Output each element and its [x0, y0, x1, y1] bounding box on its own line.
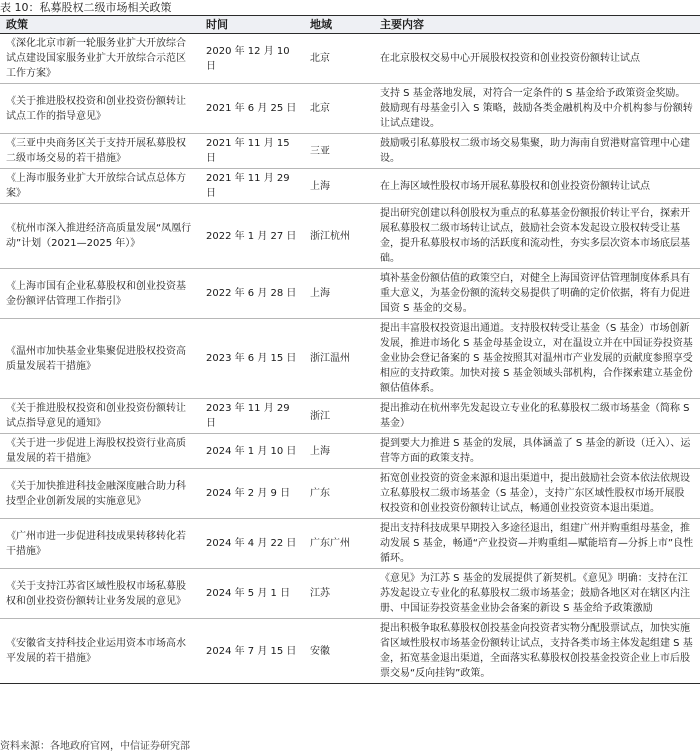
- source-note: 资料来源：各地政府官网，中信证券研究部: [0, 741, 190, 752]
- date-cell: 2021 年 11 月 15 日: [200, 134, 304, 169]
- region-cell: 广东: [304, 469, 374, 519]
- region-cell: 上海: [304, 169, 374, 204]
- region-cell: 上海: [304, 434, 374, 469]
- table-row: [0, 319, 700, 399]
- region-cell: 上海: [304, 269, 374, 319]
- table-row: [0, 169, 700, 204]
- policy-cell: 《三亚中央商务区关于支持开展私募股权二级市场交易的若干措施》: [0, 134, 200, 169]
- region-cell: 江苏: [304, 569, 374, 619]
- date-cell: 2023 年 11 月 29 日: [200, 399, 304, 434]
- date-cell: 2024 年 5 月 1 日: [200, 569, 304, 619]
- date-cell: 2024 年 1 月 10 日: [200, 434, 304, 469]
- region-cell: 北京: [304, 34, 374, 84]
- content-cell: 《意见》为江苏 S 基金的发展提供了新契机。《意见》明确：支持在江苏发起设立专业化的私募股权二级市场基金；鼓励各地区对在辖区内注册、中国证券投资基金业协会备案的新设 S 基金给予政策激励: [374, 569, 700, 619]
- content-cell: 提出积极争取私募股权创投基金向投资者实物分配股票试点，加快实施省区域性股权市场基金份额转让试点，支持各类市场主体发起组建 S 基金，拓宽基金退出渠道，全面落实私募股权创投基金投资企业上市后股票交易“反向挂钩”政策。: [374, 619, 700, 684]
- policy-cell: 《安徽省支持科技企业运用资本市场高水平发展的若干措施》: [0, 619, 200, 684]
- table-header-row: [0, 16, 700, 34]
- header-date: 时间: [200, 16, 304, 34]
- table-row: [0, 569, 700, 619]
- content-cell: 提出丰富股权投资退出通道。支持股权转受让基金（S 基金）市场创新发展，推进市场化 S 基金母基金设立，对在温设立并在中国证券投资基金业协会登记备案的 S 基金按照其对温州市产业发展的贡献度参照享受相应的支持政策。加快对接 S 基金领域头部机构，合作探索建立基金份额估值体系。: [374, 319, 700, 399]
- date-cell: 2021 年 6 月 25 日: [200, 84, 304, 134]
- policy-cell: 《关于进一步促进上海股权投资行业高质量发展的若干措施》: [0, 434, 200, 469]
- date-cell: 2022 年 1 月 27 日: [200, 204, 304, 269]
- content-cell: 在上海区域性股权市场开展私募股权和创业投资份额转让试点: [374, 169, 700, 204]
- policy-cell: 《杭州市深入推进经济高质量发展“凤凰行动”计划（2021—2025 年）》: [0, 204, 200, 269]
- content-cell: 支持 S 基金落地发展，对符合一定条件的 S 基金给予政策资金奖励。鼓励现有母基金引入 S 策略，鼓励各类金融机构及中介机构参与份额转让试点建设。: [374, 84, 700, 134]
- content-cell: 在北京股权交易中心开展股权投资和创业投资份额转让试点: [374, 34, 700, 84]
- header-region: 地域: [304, 16, 374, 34]
- table-row: [0, 399, 700, 434]
- date-cell: 2022 年 6 月 28 日: [200, 269, 304, 319]
- region-cell: 北京: [304, 84, 374, 134]
- header-policy: 政策: [0, 16, 200, 34]
- policy-cell: 《关于推进股权投资和创业投资份额转让试点工作的指导意见》: [0, 84, 200, 134]
- region-cell: 三亚: [304, 134, 374, 169]
- policy-cell: 《关于支持江苏省区域性股权市场私募股权和创业投资份额转让业务发展的意见》: [0, 569, 200, 619]
- date-cell: 2021 年 11 月 29 日: [200, 169, 304, 204]
- table-row: [0, 134, 700, 169]
- header-content: 主要内容: [374, 16, 700, 34]
- table-caption: 表 10：私募股权二级市场相关政策: [0, 1, 172, 14]
- table-row: [0, 34, 700, 84]
- table-row: [0, 519, 700, 569]
- region-cell: 安徽: [304, 619, 374, 684]
- date-cell: 2024 年 7 月 15 日: [200, 619, 304, 684]
- content-cell: 提出研究创建以科创股权为重点的私募基金份额报价转让平台，探索开展私募股权二级市场转让试点，鼓励社会资本发起设立股权转受让基金，提升私募股权市场的活跃度和流动性，夯实多层次资本市场底层基础。: [374, 204, 700, 269]
- date-cell: 2020 年 12 月 10 日: [200, 34, 304, 84]
- date-cell: 2024 年 2 月 9 日: [200, 469, 304, 519]
- content-cell: 鼓励吸引私募股权二级市场交易集聚，助力海南自贸港财富管理中心建设。: [374, 134, 700, 169]
- table-row: [0, 619, 700, 684]
- policy-table: [0, 15, 700, 684]
- policy-cell: 《上海市服务业扩大开放综合试点总体方案》: [0, 169, 200, 204]
- policy-cell: 《上海市国有企业私募股权和创业投资基金份额评估管理工作指引》: [0, 269, 200, 319]
- table-row: [0, 469, 700, 519]
- region-cell: 广东广州: [304, 519, 374, 569]
- table-row: [0, 269, 700, 319]
- date-cell: 2024 年 4 月 22 日: [200, 519, 304, 569]
- content-cell: 提出支持科技成果早期投入多途径退出，组建广州并购重组母基金，推动发展 S 基金，畅通“产业投资—并购重组—赋能培育—分拆上市”良性循环。: [374, 519, 700, 569]
- content-cell: 拓宽创业投资的资金来源和退出渠道中，提出鼓励社会资本依法依规设立私募股权二级市场基金（S 基金），支持广东区域性股权市场开展股权投资和创业投资份额转让试点，畅通创业投资资本退出渠道。: [374, 469, 700, 519]
- policy-cell: 《广州市进一步促进科技成果转移转化若干措施》: [0, 519, 200, 569]
- region-cell: 浙江杭州: [304, 204, 374, 269]
- table-row: [0, 434, 700, 469]
- policy-cell: 《深化北京市新一轮服务业扩大开放综合试点建设国家服务业扩大开放综合示范区工作方案》: [0, 34, 200, 84]
- region-cell: 浙江: [304, 399, 374, 434]
- content-cell: 填补基金份额估值的政策空白，对健全上海国资评估管理制度体系具有重大意义，为基金份额的流转交易提供了明确的定价依据，将有力促进国资 S 基金的交易。: [374, 269, 700, 319]
- table-row: [0, 204, 700, 269]
- policy-cell: 《温州市加快基金业集聚促进股权投资高质量发展若干措施》: [0, 319, 200, 399]
- content-cell: 提出推动在杭州率先发起设立专业化的私募股权二级市场基金（简称 S 基金）: [374, 399, 700, 434]
- date-cell: 2023 年 6 月 15 日: [200, 319, 304, 399]
- content-cell: 提到要大力推进 S 基金的发展，具体涵盖了 S 基金的新设（迁入）、运营等方面的政策支持。: [374, 434, 700, 469]
- policy-cell: 《关于加快推进科技金融深度融合助力科技型企业创新发展的实施意见》: [0, 469, 200, 519]
- region-cell: 浙江温州: [304, 319, 374, 399]
- policy-cell: 《关于推进股权投资和创业投资份额转让试点指导意见的通知》: [0, 399, 200, 434]
- table-row: [0, 84, 700, 134]
